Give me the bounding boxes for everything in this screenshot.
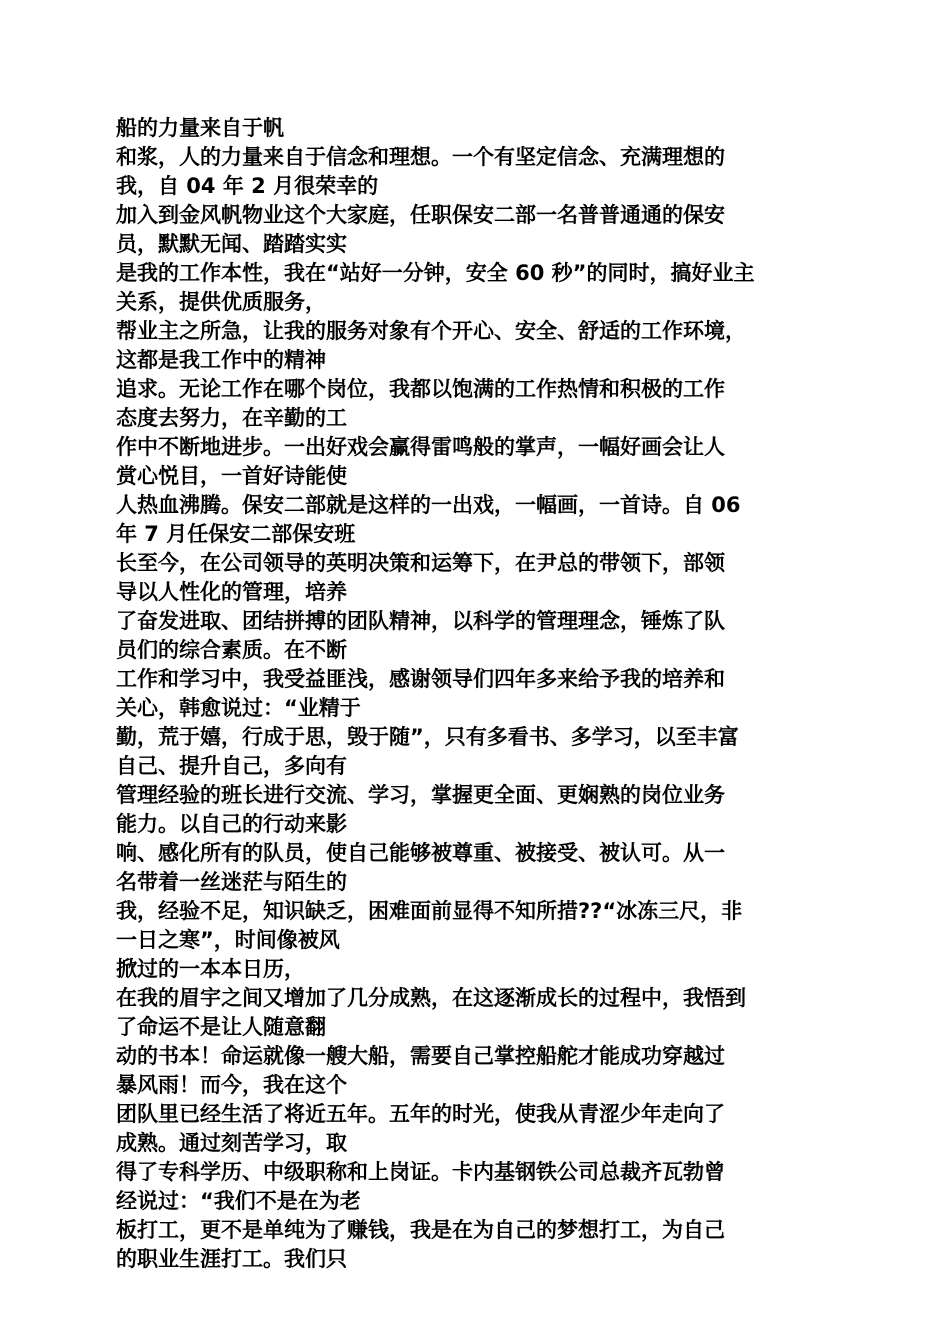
text-line: 长至今，在公司领导的英明决策和运筹下，在尹总的带领下，部领 <box>116 551 725 575</box>
text-line: 了奋发进取、团结拼搏的团队精神，以科学的管理理念，锤炼了队 <box>116 609 725 633</box>
text-line: 态度去努力，在辛勤的工 <box>116 406 347 430</box>
text-line: 和浆，人的力量来自于信念和理想。一个有坚定信念、充满理想的 <box>116 145 725 169</box>
text-line: 船的力量来自于帆 <box>116 116 284 140</box>
text-line: 工作和学习中，我受益匪浅，感谢领导们四年多来给予我的培养和 <box>116 667 725 691</box>
text-line: 的职业生涯打工。我们只 <box>116 1247 347 1271</box>
text-line: 导以人性化的管理，培养 <box>116 580 347 604</box>
text-line: 自己、提升自己，多向有 <box>116 754 347 778</box>
text-line: 员们的综合素质。在不断 <box>116 638 347 662</box>
text-line: 人热血沸腾。保安二部就是这样的一出戏，一幅画，一首诗。自 06 <box>116 493 741 517</box>
text-line: 名带着一丝迷茫与陌生的 <box>116 870 347 894</box>
text-line: 团队里已经生活了将近五年。五年的时光，使我从青涩少年走向了 <box>116 1102 725 1126</box>
text-line: 得了专科学历、中级职称和上岗证。卡内基钢铁公司总裁齐瓦勃曾 <box>116 1160 725 1184</box>
text-line: 掀过的一本本日历， <box>116 957 305 981</box>
text-line: 员，默默无闻、踏踏实实 <box>116 232 347 256</box>
text-line: 响、感化所有的队员，使自己能够被尊重、被接受、被认可。从一 <box>116 841 725 865</box>
text-line: 经说过：“我们不是在为老 <box>116 1189 361 1213</box>
text-line: 年 7 月任保安二部保安班 <box>116 522 356 546</box>
text-line: 板打工，更不是单纯为了赚钱，我是在为自己的梦想打工，为自己 <box>116 1218 725 1242</box>
text-line: 勤，荒于嬉，行成于思，毁于随”，只有多看书、多学习，以至丰富 <box>116 725 739 749</box>
text-line: 帮业主之所急，让我的服务对象有个开心、安全、舒适的工作环境， <box>116 319 746 343</box>
body-text <box>116 114 836 1274</box>
text-line: 成熟。通过刻苦学习，取 <box>116 1131 347 1155</box>
text-line: 追求。无论工作在哪个岗位，我都以饱满的工作热情和积极的工作 <box>116 377 725 401</box>
text-line: 是我的工作本性，我在“站好一分钟，安全 60 秒”的同时，搞好业主 <box>116 261 755 285</box>
text-line: 我，经验不足，知识缺乏，困难面前显得不知所措??“冰冻三尺，非 <box>116 899 743 923</box>
text-line: 了命运不是让人随意翻 <box>116 1015 326 1039</box>
text-line: 在我的眉宇之间又增加了几分成熟，在这逐渐成长的过程中，我悟到 <box>116 986 746 1010</box>
text-line: 管理经验的班长进行交流、学习，掌握更全面、更娴熟的岗位业务 <box>116 783 725 807</box>
text-line: 这都是我工作中的精神 <box>116 348 326 372</box>
text-line: 能力。以自己的行动来影 <box>116 812 347 836</box>
text-line: 关心，韩愈说过：“业精于 <box>116 696 361 720</box>
text-line: 关系，提供优质服务， <box>116 290 326 314</box>
text-line: 暴风雨！而今，我在这个 <box>116 1073 347 1097</box>
text-line: 动的书本！命运就像一艘大船，需要自己掌控船舵才能成功穿越过 <box>116 1044 725 1068</box>
text-line: 一日之寒”，时间像被风 <box>116 928 340 952</box>
text-line: 赏心悦目，一首好诗能使 <box>116 464 347 488</box>
text-line: 加入到金风帆物业这个大家庭，任职保安二部一名普普通通的保安 <box>116 203 725 227</box>
text-line: 作中不断地进步。一出好戏会赢得雷鸣般的掌声，一幅好画会让人 <box>116 435 725 459</box>
text-line: 我，自 04 年 2 月很荣幸的 <box>116 174 379 198</box>
